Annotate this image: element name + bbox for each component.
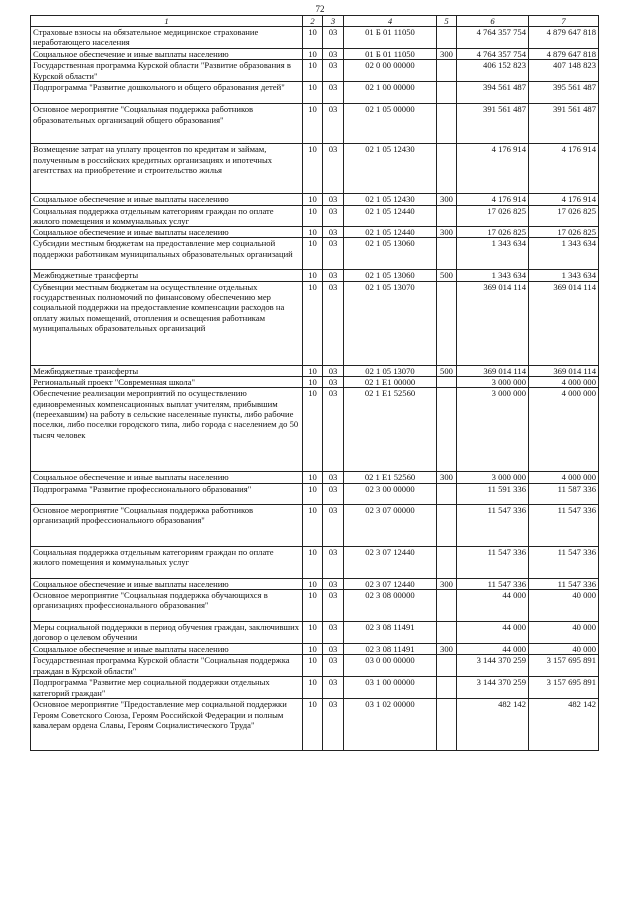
amount-year-2: 4 000 000 [529, 388, 599, 472]
table-row [31, 589, 599, 621]
amount-year-2: 1 343 634 [529, 270, 599, 281]
section-code: 10 [303, 49, 323, 60]
target-article-code: 02 1 05 12430 [344, 194, 437, 205]
table-row [31, 205, 599, 227]
expense-type-code [437, 281, 457, 365]
subsection-code: 03 [323, 589, 344, 621]
section-code: 10 [303, 104, 323, 144]
table-row [31, 281, 599, 365]
amount-year-1: 482 142 [457, 699, 529, 751]
section-code: 10 [303, 504, 323, 546]
expense-type-code: 300 [437, 49, 457, 60]
row-name: Социальное обеспечение и иные выплаты населению [31, 194, 303, 205]
section-code: 10 [303, 483, 323, 504]
target-article-code: 02 1 05 12440 [344, 205, 437, 227]
subsection-code: 03 [323, 578, 344, 589]
amount-year-1: 11 547 336 [457, 546, 529, 578]
row-name: Межбюджетные трансферты [31, 270, 303, 281]
column-header: 4 [344, 16, 437, 27]
amount-year-2: 40 000 [529, 621, 599, 643]
amount-year-1: 3 144 370 259 [457, 677, 529, 699]
subsection-code: 03 [323, 205, 344, 227]
target-article-code: 02 1 E1 00000 [344, 377, 437, 388]
amount-year-1: 4 176 914 [457, 144, 529, 194]
column-number-row [31, 16, 599, 27]
amount-year-2: 395 561 487 [529, 82, 599, 104]
subsection-code: 03 [323, 472, 344, 483]
amount-year-2: 1 343 634 [529, 238, 599, 270]
amount-year-1: 3 000 000 [457, 377, 529, 388]
expense-type-code [437, 205, 457, 227]
expense-type-code [437, 144, 457, 194]
expense-type-code: 300 [437, 578, 457, 589]
target-article-code: 02 1 05 13060 [344, 270, 437, 281]
row-name: Подпрограмма "Развитие дошкольного и общего образования детей" [31, 82, 303, 104]
target-article-code: 02 1 05 12430 [344, 144, 437, 194]
amount-year-1: 11 547 336 [457, 578, 529, 589]
section-code: 10 [303, 281, 323, 365]
row-name: Обеспечение реализации мероприятий по осуществлению единовременных компенсационных выплат учителям, прибывшим (переехавшим) на работу в сельские населенные пункты, либо рабочие поселки, либо поселки городского типа, либо города с населением до 50 тысяч человек [31, 388, 303, 472]
amount-year-1: 11 591 336 [457, 483, 529, 504]
amount-year-2: 391 561 487 [529, 104, 599, 144]
table-row [31, 578, 599, 589]
target-article-code: 02 1 05 13070 [344, 281, 437, 365]
amount-year-2: 3 157 695 891 [529, 655, 599, 677]
amount-year-2: 4 879 647 818 [529, 27, 599, 49]
row-name: Социальное обеспечение и иные выплаты населению [31, 227, 303, 238]
amount-year-1: 4 764 357 754 [457, 27, 529, 49]
table-row [31, 144, 599, 194]
section-code: 10 [303, 589, 323, 621]
amount-year-2: 4 000 000 [529, 377, 599, 388]
row-name: Подпрограмма "Развитие профессионального образования" [31, 483, 303, 504]
table-row [31, 270, 599, 281]
amount-year-2: 482 142 [529, 699, 599, 751]
amount-year-1: 11 547 336 [457, 504, 529, 546]
table-row [31, 82, 599, 104]
amount-year-2: 17 026 825 [529, 227, 599, 238]
column-header: 7 [529, 16, 599, 27]
amount-year-2: 11 547 336 [529, 578, 599, 589]
amount-year-2: 11 587 336 [529, 483, 599, 504]
target-article-code: 02 1 05 13060 [344, 238, 437, 270]
amount-year-2: 4 000 000 [529, 472, 599, 483]
expense-type-code: 300 [437, 643, 457, 654]
table-row [31, 504, 599, 546]
target-article-code: 02 1 E1 52560 [344, 472, 437, 483]
table-row [31, 27, 599, 49]
expense-type-code [437, 677, 457, 699]
section-code: 10 [303, 546, 323, 578]
expense-type-code: 500 [437, 270, 457, 281]
expense-type-code [437, 60, 457, 82]
column-header: 2 [303, 16, 323, 27]
section-code: 10 [303, 472, 323, 483]
subsection-code: 03 [323, 194, 344, 205]
section-code: 10 [303, 27, 323, 49]
amount-year-2: 407 148 823 [529, 60, 599, 82]
expense-type-code [437, 655, 457, 677]
row-name: Социальная поддержка отдельным категориям граждан по оплате жилого помещения и коммунальных услуг [31, 205, 303, 227]
expense-type-code [437, 377, 457, 388]
section-code: 10 [303, 365, 323, 376]
amount-year-2: 40 000 [529, 589, 599, 621]
row-name: Основное мероприятие "Социальная поддержка работников образовательных организаций общего образования" [31, 104, 303, 144]
budget-table [30, 15, 599, 751]
table-row [31, 377, 599, 388]
section-code: 10 [303, 655, 323, 677]
amount-year-2: 40 000 [529, 643, 599, 654]
subsection-code: 03 [323, 643, 344, 654]
subsection-code: 03 [323, 49, 344, 60]
expense-type-code [437, 104, 457, 144]
column-header: 1 [31, 16, 303, 27]
table-row [31, 227, 599, 238]
subsection-code: 03 [323, 546, 344, 578]
amount-year-1: 4 764 357 754 [457, 49, 529, 60]
section-code: 10 [303, 82, 323, 104]
subsection-code: 03 [323, 365, 344, 376]
expense-type-code [437, 589, 457, 621]
amount-year-1: 4 176 914 [457, 194, 529, 205]
subsection-code: 03 [323, 483, 344, 504]
amount-year-1: 394 561 487 [457, 82, 529, 104]
row-name: Региональный проект "Современная школа" [31, 377, 303, 388]
table-row [31, 699, 599, 751]
table-row [31, 483, 599, 504]
table-row [31, 194, 599, 205]
section-code: 10 [303, 205, 323, 227]
table-row [31, 49, 599, 60]
subsection-code: 03 [323, 270, 344, 281]
amount-year-1: 44 000 [457, 643, 529, 654]
amount-year-1: 3 000 000 [457, 472, 529, 483]
column-header: 5 [437, 16, 457, 27]
target-article-code: 01 Б 01 11050 [344, 27, 437, 49]
subsection-code: 03 [323, 699, 344, 751]
expense-type-code [437, 699, 457, 751]
table-row [31, 655, 599, 677]
amount-year-2: 17 026 825 [529, 205, 599, 227]
amount-year-1: 369 014 114 [457, 281, 529, 365]
amount-year-2: 4 176 914 [529, 144, 599, 194]
amount-year-2: 4 879 647 818 [529, 49, 599, 60]
table-row [31, 104, 599, 144]
subsection-code: 03 [323, 104, 344, 144]
table-row [31, 365, 599, 376]
expense-type-code [437, 238, 457, 270]
table-row [31, 60, 599, 82]
subsection-code: 03 [323, 655, 344, 677]
target-article-code: 02 3 08 11491 [344, 621, 437, 643]
row-name: Подпрограмма "Развитие мер социальной поддержки отдельных категорий граждан" [31, 677, 303, 699]
amount-year-2: 11 547 336 [529, 546, 599, 578]
expense-type-code [437, 27, 457, 49]
row-name: Социальное обеспечение и иные выплаты населению [31, 643, 303, 654]
target-article-code: 02 1 05 12440 [344, 227, 437, 238]
amount-year-1: 44 000 [457, 589, 529, 621]
row-name: Межбюджетные трансферты [31, 365, 303, 376]
subsection-code: 03 [323, 27, 344, 49]
section-code: 10 [303, 270, 323, 281]
amount-year-1: 3 144 370 259 [457, 655, 529, 677]
table-body [31, 27, 599, 751]
row-name: Основное мероприятие "Социальная поддержка обучающихся в организациях профессионального образования" [31, 589, 303, 621]
expense-type-code [437, 82, 457, 104]
subsection-code: 03 [323, 227, 344, 238]
target-article-code: 02 3 07 12440 [344, 578, 437, 589]
subsection-code: 03 [323, 388, 344, 472]
subsection-code: 03 [323, 621, 344, 643]
amount-year-1: 17 026 825 [457, 205, 529, 227]
target-article-code: 02 3 08 00000 [344, 589, 437, 621]
row-name: Государственная программа Курской области "Социальная поддержка граждан в Курской области" [31, 655, 303, 677]
row-name: Страховые взносы на обязательное медицинское страхование неработающего населения [31, 27, 303, 49]
subsection-code: 03 [323, 377, 344, 388]
row-name: Государственная программа Курской области "Развитие образования в Курской области" [31, 60, 303, 82]
expense-type-code [437, 621, 457, 643]
expense-type-code [437, 504, 457, 546]
target-article-code: 02 0 00 00000 [344, 60, 437, 82]
subsection-code: 03 [323, 144, 344, 194]
table-row [31, 677, 599, 699]
row-name: Субвенции местным бюджетам на осуществление отдельных государственных полномочий по финансовому обеспечению мер социальной поддержки на предоставление компенсации расходов на оплату жилых помещений, отопления и освещения работникам муниципальных образовательных организаций [31, 281, 303, 365]
expense-type-code [437, 546, 457, 578]
subsection-code: 03 [323, 504, 344, 546]
table-row [31, 238, 599, 270]
row-name: Основное мероприятие "Предоставление мер социальной поддержки Героям Советского Союза, Героям Российской Федерации и полным кавалерам ордена Славы, Героям Социалистического Труда" [31, 699, 303, 751]
page-number: 72 [315, 4, 325, 14]
target-article-code: 01 Б 01 11050 [344, 49, 437, 60]
subsection-code: 03 [323, 281, 344, 365]
table-row [31, 472, 599, 483]
target-article-code: 02 3 07 12440 [344, 546, 437, 578]
subsection-code: 03 [323, 82, 344, 104]
table-row [31, 546, 599, 578]
section-code: 10 [303, 377, 323, 388]
section-code: 10 [303, 699, 323, 751]
table-row [31, 621, 599, 643]
expense-type-code: 500 [437, 365, 457, 376]
target-article-code: 02 1 05 00000 [344, 104, 437, 144]
row-name: Меры социальной поддержки в период обучения граждан, заключивших договор о целевом обучении [31, 621, 303, 643]
target-article-code: 03 0 00 00000 [344, 655, 437, 677]
amount-year-1: 391 561 487 [457, 104, 529, 144]
target-article-code: 02 3 07 00000 [344, 504, 437, 546]
expense-type-code: 300 [437, 227, 457, 238]
expense-type-code [437, 388, 457, 472]
section-code: 10 [303, 144, 323, 194]
amount-year-1: 1 343 634 [457, 270, 529, 281]
amount-year-2: 11 547 336 [529, 504, 599, 546]
column-header: 3 [323, 16, 344, 27]
section-code: 10 [303, 578, 323, 589]
row-name: Субсидии местным бюджетам на предоставление мер социальной поддержки работникам муниципальных образовательных организаций [31, 238, 303, 270]
section-code: 10 [303, 643, 323, 654]
expense-type-code: 300 [437, 194, 457, 205]
section-code: 10 [303, 238, 323, 270]
amount-year-2: 369 014 114 [529, 281, 599, 365]
section-code: 10 [303, 60, 323, 82]
row-name: Социальное обеспечение и иные выплаты населению [31, 578, 303, 589]
subsection-code: 03 [323, 238, 344, 270]
row-name: Основное мероприятие "Социальная поддержка работников организаций профессионального образования" [31, 504, 303, 546]
amount-year-1: 44 000 [457, 621, 529, 643]
table-row [31, 388, 599, 472]
row-name: Социальное обеспечение и иные выплаты населению [31, 472, 303, 483]
section-code: 10 [303, 677, 323, 699]
amount-year-1: 1 343 634 [457, 238, 529, 270]
expense-type-code: 300 [437, 472, 457, 483]
target-article-code: 02 1 00 00000 [344, 82, 437, 104]
target-article-code: 03 1 02 00000 [344, 699, 437, 751]
target-article-code: 03 1 00 00000 [344, 677, 437, 699]
amount-year-2: 369 014 114 [529, 365, 599, 376]
amount-year-1: 3 000 000 [457, 388, 529, 472]
target-article-code: 02 1 05 13070 [344, 365, 437, 376]
subsection-code: 03 [323, 677, 344, 699]
row-name: Социальное обеспечение и иные выплаты населению [31, 49, 303, 60]
target-article-code: 02 3 08 11491 [344, 643, 437, 654]
target-article-code: 02 1 E1 52560 [344, 388, 437, 472]
section-code: 10 [303, 621, 323, 643]
section-code: 10 [303, 194, 323, 205]
expense-type-code [437, 483, 457, 504]
amount-year-1: 17 026 825 [457, 227, 529, 238]
section-code: 10 [303, 227, 323, 238]
target-article-code: 02 3 00 00000 [344, 483, 437, 504]
amount-year-1: 406 152 823 [457, 60, 529, 82]
amount-year-2: 3 157 695 891 [529, 677, 599, 699]
amount-year-2: 4 176 914 [529, 194, 599, 205]
row-name: Возмещение затрат на уплату процентов по кредитам и займам, полученным в российских кредитных организациях и ипотечных агентствах на приобретение и строительство жилья [31, 144, 303, 194]
amount-year-1: 369 014 114 [457, 365, 529, 376]
row-name: Социальная поддержка отдельным категориям граждан по оплате жилого помещения и коммунальных услуг [31, 546, 303, 578]
section-code: 10 [303, 388, 323, 472]
subsection-code: 03 [323, 60, 344, 82]
table-row [31, 643, 599, 654]
column-header: 6 [457, 16, 529, 27]
